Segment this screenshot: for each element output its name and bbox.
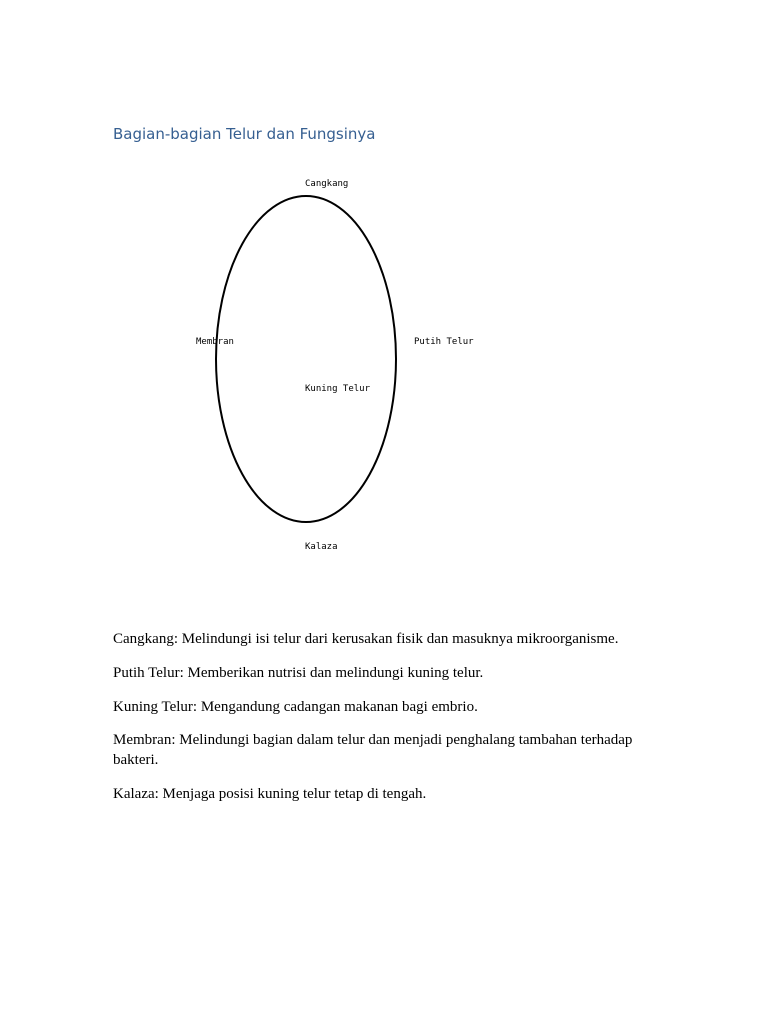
- description-putih-telur: Putih Telur: Memberikan nutrisi dan melindungi kuning telur.: [113, 665, 484, 681]
- description-membran: Membran: Melindungi bagian dalam telur dan menjadi penghalang tambahan terhadap bakteri.: [113, 732, 633, 768]
- description-cangkang: Cangkang: Melindungi isi telur dari kerusakan fisik dan masuknya mikroorganisme.: [113, 631, 619, 647]
- egg-outline: [216, 196, 396, 522]
- description-kuning-telur: Kuning Telur: Mengandung cadangan makanan bagi embrio.: [113, 699, 478, 715]
- description-kalaza: Kalaza: Menjaga posisi kuning telur tetap di tengah.: [113, 786, 427, 802]
- page-title: Bagian-bagian Telur dan Fungsinya: [113, 125, 376, 143]
- label-membran: Membran: [196, 337, 234, 347]
- label-putih-telur: Putih Telur: [414, 337, 474, 347]
- label-kalaza: Kalaza: [305, 542, 338, 552]
- label-cangkang: Cangkang: [305, 179, 349, 189]
- label-kuning-telur: Kuning Telur: [305, 384, 371, 394]
